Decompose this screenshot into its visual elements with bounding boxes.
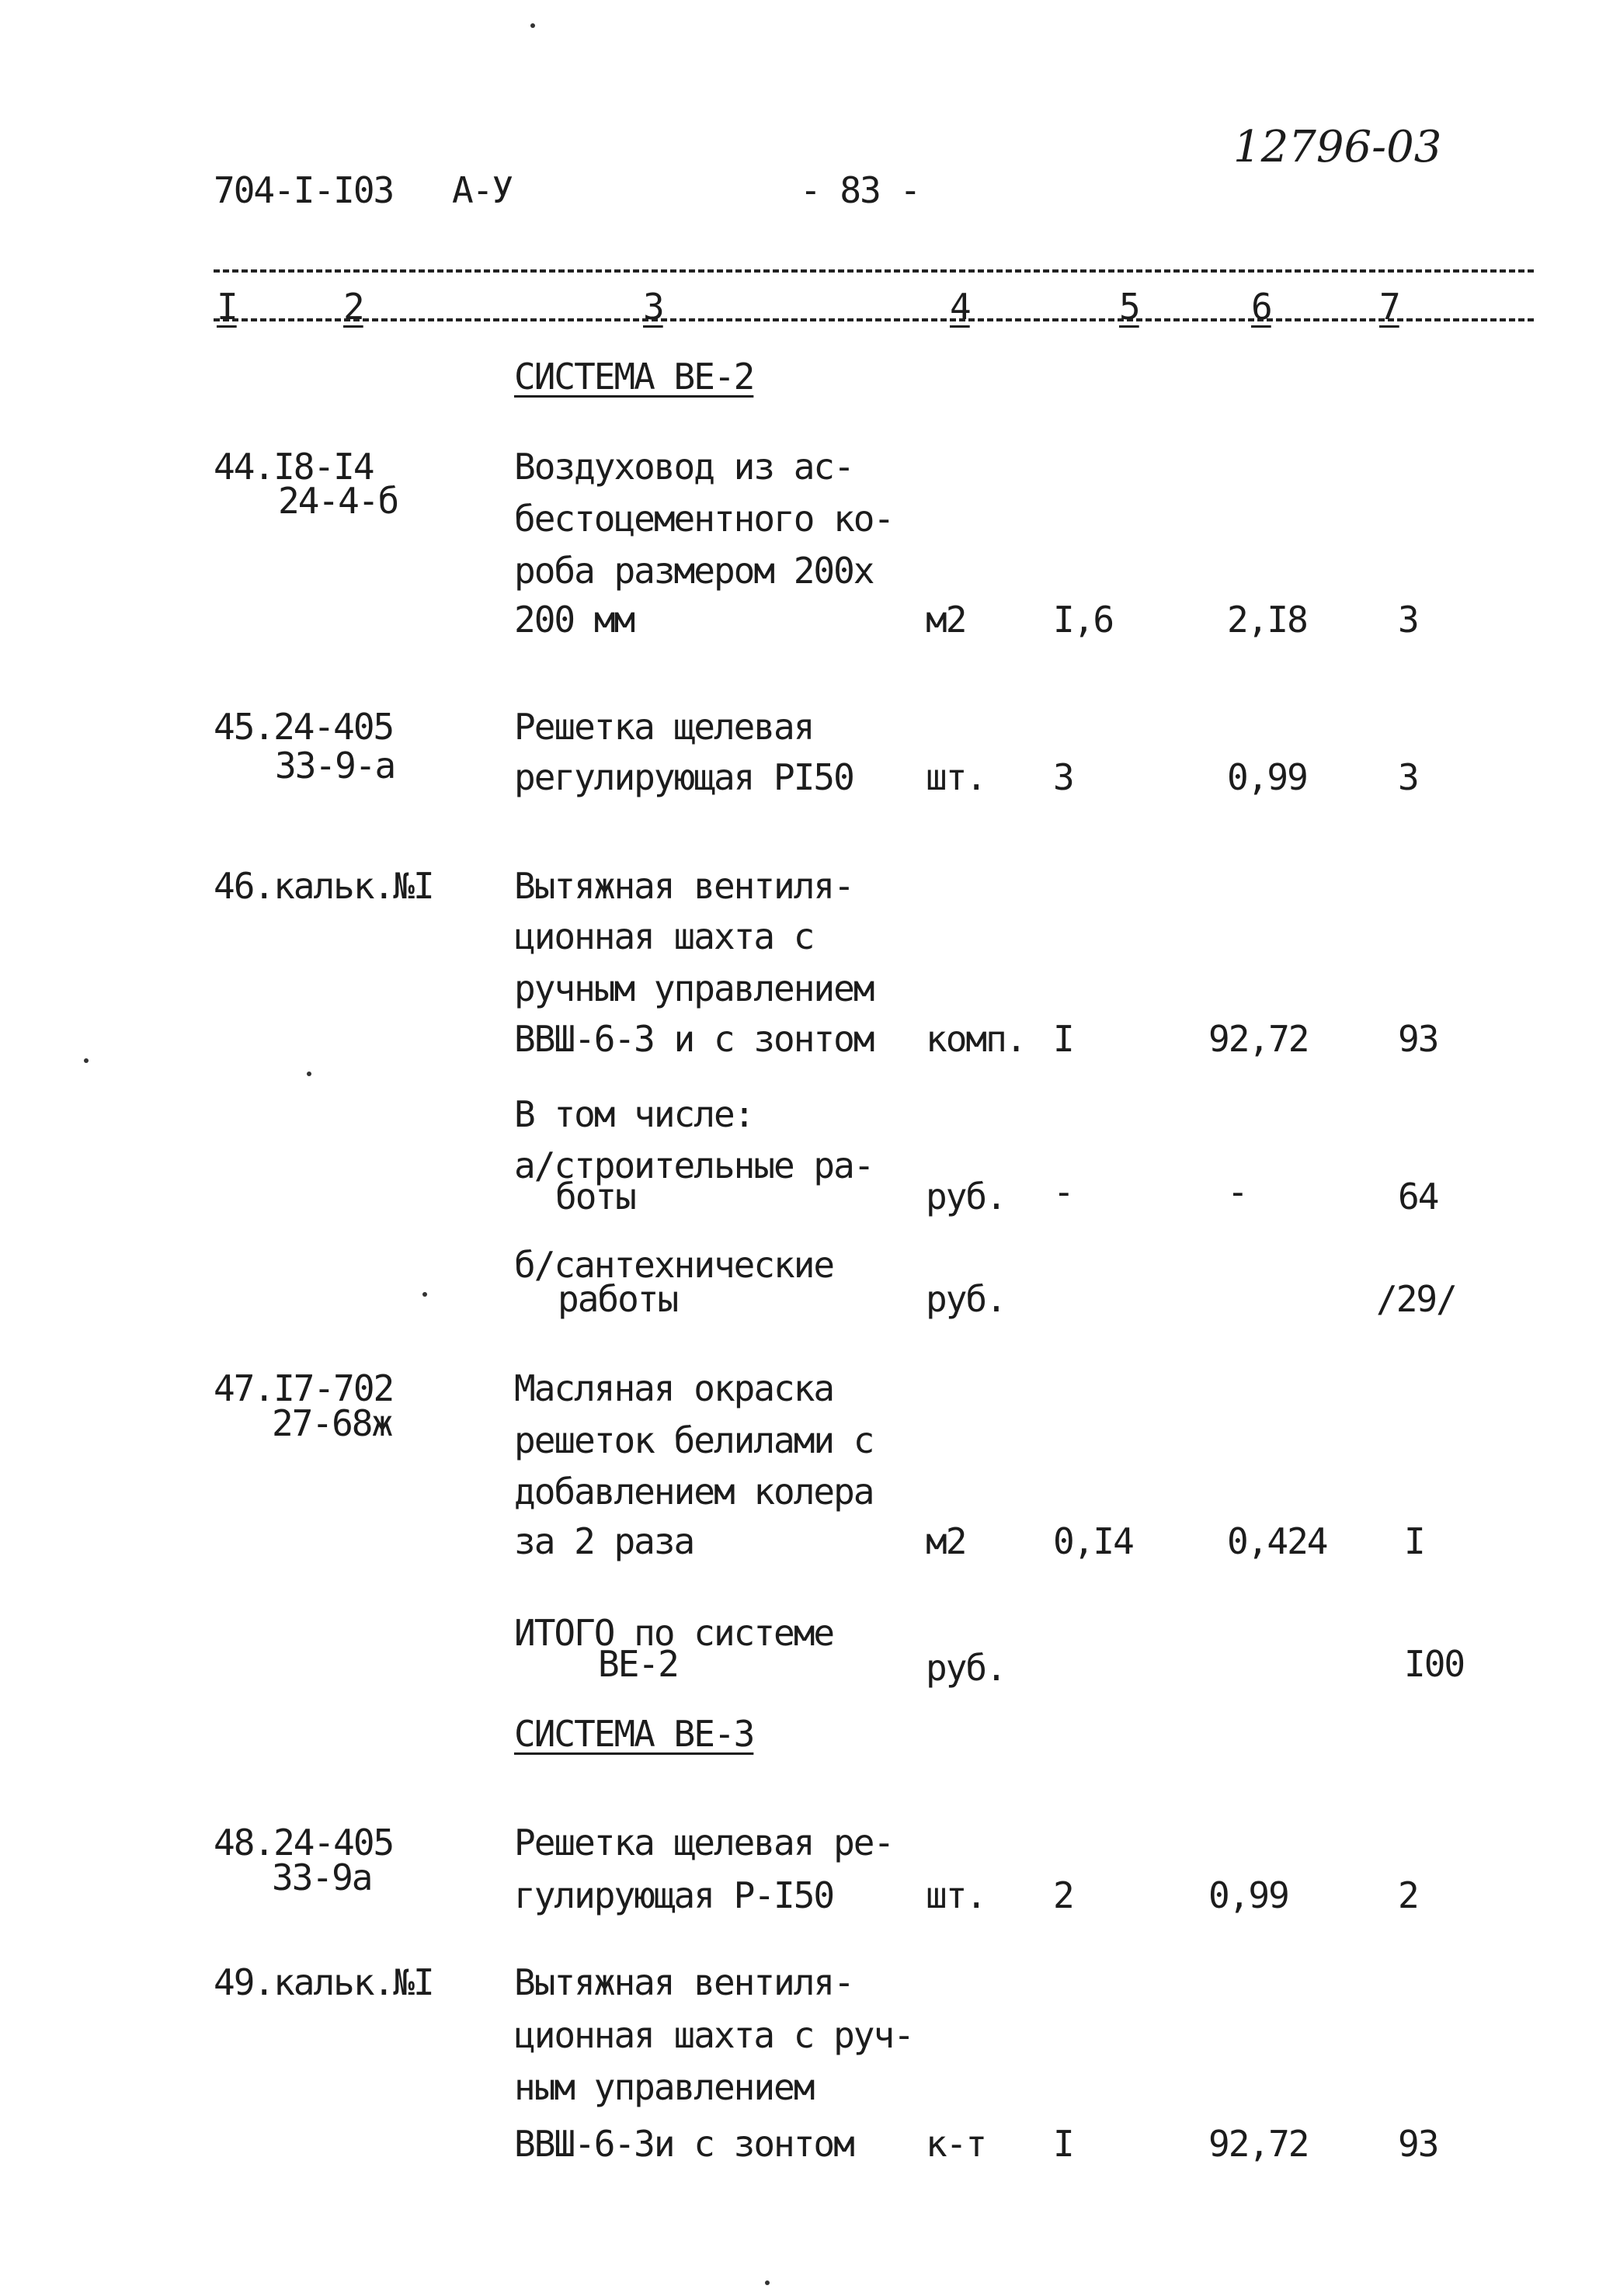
item-description-line: Вытяжная вентиля- <box>514 865 853 907</box>
item-code-sub: 33-9а <box>272 1857 372 1898</box>
item-code: 47.I7-702 <box>214 1367 394 1409</box>
item-description-line: ным управлением <box>514 2066 814 2108</box>
item-description-line: регулирующая РI50 <box>514 756 853 798</box>
subtotal-label: ВЕ-2 <box>598 1643 678 1685</box>
item-description-line: бестоцементного ко- <box>514 498 894 540</box>
section-title: СИСТЕМА ВЕ-2 <box>514 356 754 398</box>
item-unit-price: 0,424 <box>1227 1520 1327 1562</box>
scan-speck <box>307 1072 311 1076</box>
item-description-line: Вытяжная вентиля- <box>514 1961 853 2003</box>
breakdown-a-unit: руб. <box>926 1176 1006 1217</box>
archive-number: 12796-03 <box>1233 122 1442 172</box>
item-code-sub: 24-4-б <box>278 480 398 522</box>
item-unit: комп. <box>926 1018 1026 1060</box>
page-number: - 83 - <box>800 169 920 211</box>
item-unit: м2 <box>926 1520 966 1562</box>
column-number-4: 4 <box>950 286 970 328</box>
item-description-line: ционная шахта с <box>514 915 814 957</box>
column-number-3: 3 <box>643 286 663 328</box>
item-description-line: добавлением колера <box>514 1471 874 1513</box>
item-total: 3 <box>1398 599 1418 641</box>
item-quantity: 2 <box>1053 1874 1073 1916</box>
item-unit: шт. <box>926 1874 986 1916</box>
doc-series: А-У <box>452 169 513 211</box>
item-unit-price: 92,72 <box>1208 1018 1309 1060</box>
doc-code: 704-I-I03 <box>214 169 394 211</box>
breakdown-a-price: - <box>1227 1171 1247 1213</box>
item-description-line: 200 мм <box>514 599 634 641</box>
scan-speck <box>84 1058 89 1063</box>
item-quantity: I <box>1053 2123 1073 2165</box>
item-total: 3 <box>1398 756 1418 798</box>
item-unit-price: 0,99 <box>1208 1874 1288 1916</box>
item-unit-price: 0,99 <box>1227 756 1307 798</box>
item-description-line: ВВШ-6-3и с зонтом <box>514 2123 853 2165</box>
item-unit-price: 2,I8 <box>1227 599 1307 641</box>
breakdown-b-line: б/сантехнические <box>514 1244 834 1286</box>
item-code: 48.24-405 <box>214 1822 394 1864</box>
item-description-line: ционная шахта с руч- <box>514 2014 913 2056</box>
item-description-line: решеток белилами с <box>514 1419 874 1461</box>
breakdown-a-line: боты <box>555 1176 635 1217</box>
section-title: СИСТЕМА ВЕ-3 <box>514 1713 754 1755</box>
item-unit-price: 92,72 <box>1208 2123 1309 2165</box>
breakdown-label: В том числе: <box>514 1093 754 1135</box>
scan-speck <box>765 2280 770 2285</box>
item-code: 45.24-405 <box>214 706 394 748</box>
column-number-1: I <box>217 286 237 328</box>
item-description-line: роба размером 200х <box>514 550 874 592</box>
item-description-line: за 2 раза <box>514 1520 694 1562</box>
item-quantity: I,6 <box>1053 599 1114 641</box>
item-description-line: ручным управлением <box>514 967 874 1009</box>
column-number-2: 2 <box>343 286 363 328</box>
item-code: 44.I8-I4 <box>214 446 374 488</box>
item-unit: к-т <box>926 2123 986 2165</box>
breakdown-b-line: работы <box>558 1278 678 1320</box>
item-total: 2 <box>1398 1874 1418 1916</box>
item-description-line: Воздуховод из ас- <box>514 446 853 488</box>
breakdown-b-total: /29/ <box>1376 1278 1456 1320</box>
item-unit: м2 <box>926 599 966 641</box>
breakdown-a-total: 64 <box>1398 1176 1438 1217</box>
breakdown-a-quantity: - <box>1053 1171 1073 1213</box>
item-description-line: Решетка щелевая <box>514 706 814 748</box>
item-code: 49.кальк.№I <box>214 1961 433 2003</box>
header-rule-top <box>214 269 1534 273</box>
header-rule-bottom <box>214 318 1534 321</box>
item-quantity: I <box>1053 1018 1073 1060</box>
subtotal-unit: руб. <box>926 1647 1006 1689</box>
item-total: 93 <box>1398 2123 1438 2165</box>
item-description-line: ВВШ-6-3 и с зонтом <box>514 1018 874 1060</box>
item-total: I <box>1404 1520 1424 1562</box>
item-code: 46.кальк.№I <box>214 865 433 907</box>
item-unit: шт. <box>926 756 986 798</box>
item-description-line: гулирующая Р-I50 <box>514 1874 834 1916</box>
scan-speck <box>422 1292 427 1297</box>
subtotal-total: I00 <box>1404 1643 1465 1685</box>
subtotal-label: ИТОГО по системе <box>514 1612 834 1654</box>
item-description-line: Масляная окраска <box>514 1367 834 1409</box>
breakdown-a-line: а/строительные ра- <box>514 1145 874 1186</box>
scan-speck <box>530 23 535 28</box>
column-number-6: 6 <box>1251 286 1271 328</box>
item-quantity: 0,I4 <box>1053 1520 1133 1562</box>
item-total: 93 <box>1398 1018 1438 1060</box>
breakdown-b-unit: руб. <box>926 1278 1006 1320</box>
column-number-7: 7 <box>1379 286 1399 328</box>
item-code-sub: 33-9-а <box>275 745 395 787</box>
column-number-5: 5 <box>1119 286 1139 328</box>
item-description-line: Решетка щелевая ре- <box>514 1822 894 1864</box>
item-quantity: 3 <box>1053 756 1073 798</box>
item-code-sub: 27-68ж <box>272 1402 392 1444</box>
